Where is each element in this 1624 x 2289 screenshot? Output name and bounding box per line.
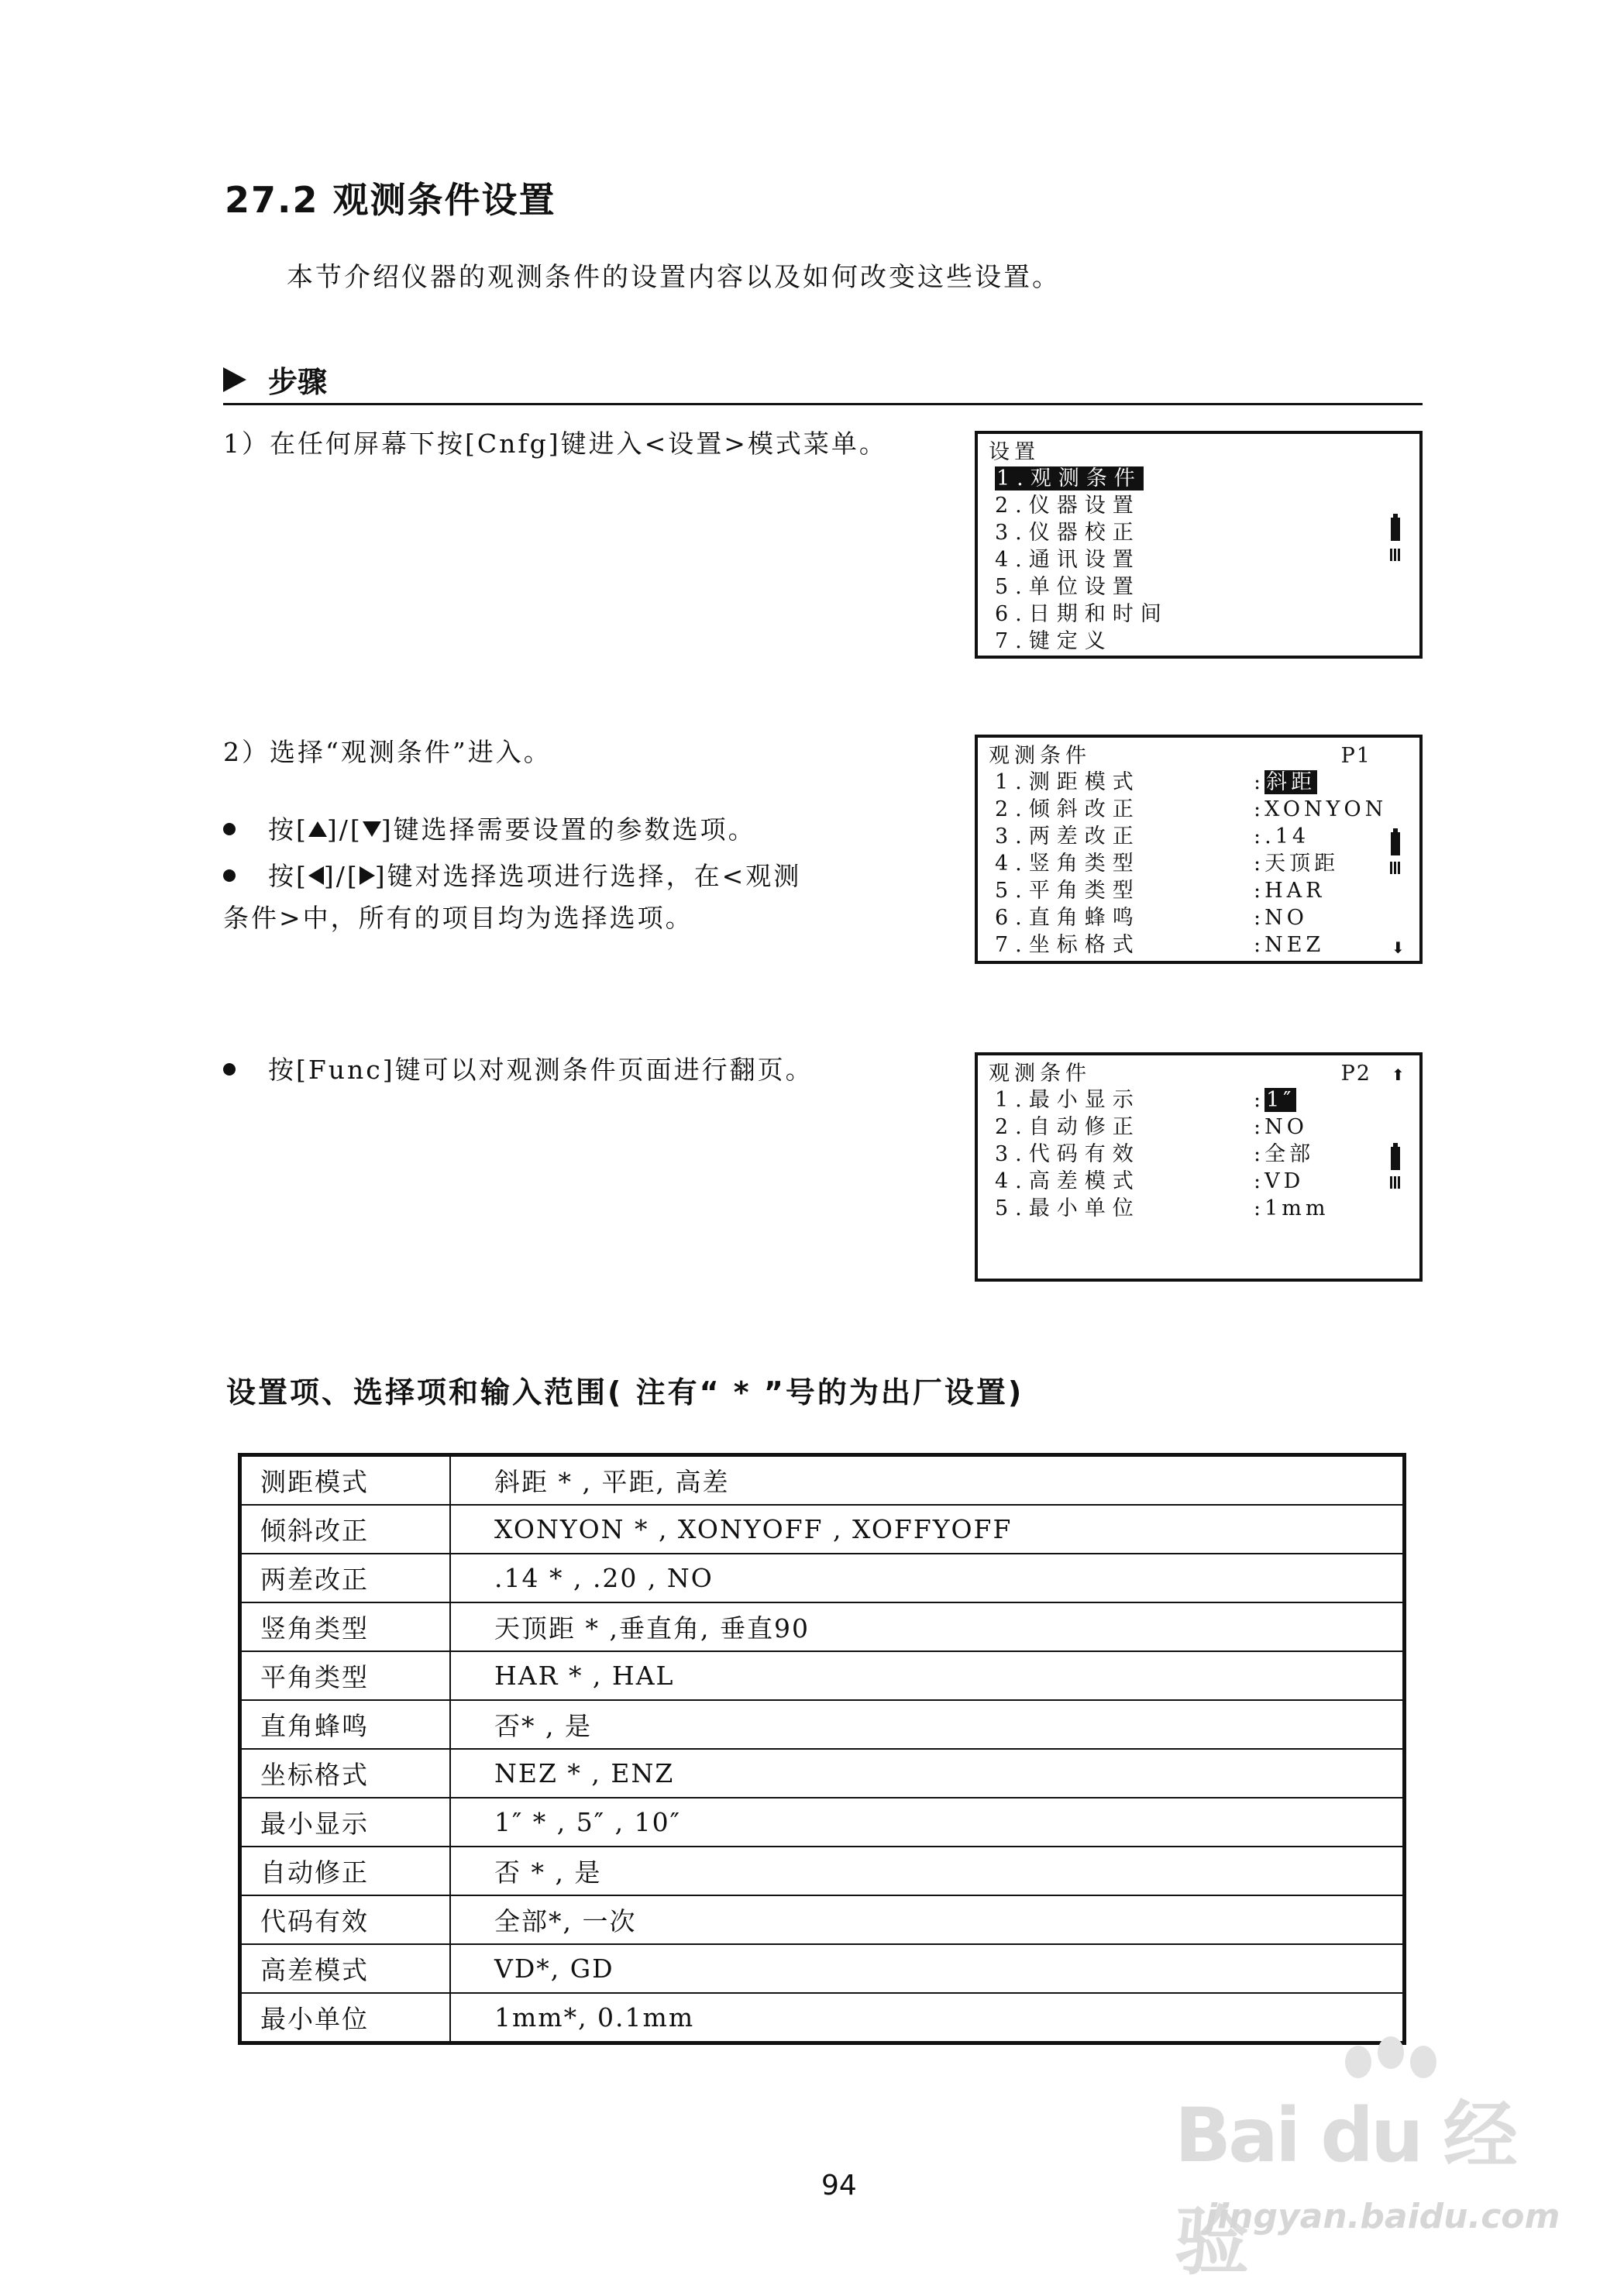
battery-icon — [1391, 832, 1400, 855]
value-code-valid[interactable]: :全部 — [1254, 1142, 1315, 1166]
option-right-angle-beep[interactable]: 6.直角蜂鸣 — [995, 906, 1141, 930]
table-key: 最小显示 — [241, 1798, 450, 1847]
step-2-text: 2）选择“观测条件”进入。 — [223, 737, 552, 767]
table-key: 最小单位 — [241, 1993, 450, 2042]
option-coord-format[interactable]: 7.坐标格式 — [995, 933, 1141, 957]
table-value: 斜距 * , 平距, 高差 — [450, 1456, 1403, 1505]
table-row — [241, 1456, 1403, 1505]
option-min-display[interactable]: 1.最小显示 — [995, 1088, 1141, 1112]
step-1-text: 1）在任何屏幕下按[Cnfg]键进入<设置>模式菜单。 — [223, 429, 887, 459]
screen-title: 观测条件 — [989, 744, 1091, 768]
menu-item-comms[interactable]: 4.通讯设置 — [995, 548, 1141, 572]
table-row — [241, 1944, 1403, 1993]
settings-table — [240, 1455, 1404, 2043]
signal-icon — [1390, 1176, 1401, 1189]
option-tilt-correction[interactable]: 2.倾斜改正 — [995, 797, 1141, 821]
scroll-up-icon[interactable]: ⬆ — [1392, 1065, 1405, 1084]
bullet-left-right: 按[ ]/[ ]键对选择选项进行选择，在<观测 — [223, 857, 801, 896]
table-value: 1mm*, 0.1mm — [450, 1993, 1403, 2042]
table-key: 两差改正 — [241, 1554, 450, 1602]
table-value: 1″ * , 5″ , 10″ — [450, 1798, 1403, 1847]
value-coord-format[interactable]: :NEZ — [1254, 933, 1325, 957]
section-title: 27.2 观测条件设置 — [225, 179, 556, 221]
scroll-down-icon[interactable]: ⬇ — [1392, 938, 1405, 957]
intro-paragraph: 本节介绍仪器的观测条件的设置内容以及如何改变这些设置。 — [287, 262, 1061, 293]
option-auto-correction[interactable]: 2.自动修正 — [995, 1115, 1141, 1139]
watermark-brand: Bai du 经验 — [1175, 2092, 1515, 2285]
bullet-dot — [223, 1063, 236, 1076]
table-row — [241, 1798, 1403, 1847]
option-vertical-angle[interactable]: 4.竖角类型 — [995, 852, 1141, 876]
screen-title: 观测条件 — [989, 1062, 1091, 1086]
table-key: 平角类型 — [241, 1651, 450, 1700]
value-height-diff-mode[interactable]: :VD — [1254, 1169, 1305, 1193]
menu-item-observation[interactable]: 1.观测条件 — [996, 466, 1142, 490]
table-value: XONYON * , XONYOFF , XOFFYOFF — [450, 1505, 1403, 1554]
table-row — [241, 1505, 1403, 1554]
value-min-unit[interactable]: :1mm — [1254, 1196, 1330, 1220]
table-value: 否* , 是 — [450, 1700, 1403, 1749]
table-row — [241, 1602, 1403, 1651]
table-key: 坐标格式 — [241, 1749, 450, 1798]
table-value: VD*, GD — [450, 1944, 1403, 1993]
table-row — [241, 1749, 1403, 1798]
value-min-display[interactable]: :1″ — [1254, 1088, 1295, 1112]
table-key: 竖角类型 — [241, 1602, 450, 1651]
table-row — [241, 1651, 1403, 1700]
table-key: 代码有效 — [241, 1895, 450, 1944]
table-value: 天顶距 * ,垂直角, 垂直90 — [450, 1602, 1403, 1651]
down-arrow-icon — [363, 821, 381, 837]
value-auto-correction[interactable]: :NO — [1254, 1115, 1308, 1139]
table-value: HAR * , HAL — [450, 1651, 1403, 1700]
paw-icon — [1410, 2046, 1436, 2078]
bullet-func: 按[Func]键可以对观测条件页面进行翻页。 — [223, 1051, 814, 1089]
battery-icon — [1391, 518, 1400, 541]
menu-item-instrument[interactable]: 2.仪器设置 — [995, 494, 1141, 518]
table-row — [241, 1700, 1403, 1749]
table-value: 否 * , 是 — [450, 1847, 1403, 1895]
table-row — [241, 1554, 1403, 1602]
option-min-unit[interactable]: 5.最小单位 — [995, 1196, 1141, 1220]
bullet-dot — [223, 869, 236, 882]
screen-title: 设置 — [989, 440, 1040, 464]
table-value: .14 * , .20 , NO — [450, 1554, 1403, 1602]
table-key: 高差模式 — [241, 1944, 450, 1993]
table-row — [241, 1847, 1403, 1895]
table-row — [241, 1895, 1403, 1944]
table-key: 倾斜改正 — [241, 1505, 450, 1554]
observation-screen-p1 — [975, 735, 1423, 964]
menu-item-keydef[interactable]: 7.键定义 — [995, 629, 1113, 653]
settings-menu-screen — [975, 431, 1423, 659]
option-code-valid[interactable]: 3.代码有效 — [995, 1142, 1141, 1166]
bullet-left-right-line2: 条件>中，所有的项目均为选择选项。 — [223, 903, 693, 933]
heading-rule — [223, 403, 1423, 405]
steps-heading-label: 步骤 — [268, 365, 328, 399]
page-indicator: P2 — [1340, 1062, 1371, 1086]
page-indicator: P1 — [1340, 744, 1371, 768]
option-height-diff-mode[interactable]: 4.高差模式 — [995, 1169, 1141, 1193]
value-horizontal-angle[interactable]: :HAR — [1254, 879, 1326, 903]
option-refraction[interactable]: 3.两差改正 — [995, 824, 1141, 848]
paw-icon — [1345, 2046, 1371, 2078]
right-arrow-icon — [360, 866, 375, 885]
left-arrow-icon — [308, 866, 324, 885]
menu-item-datetime[interactable]: 6.日期和时间 — [995, 602, 1168, 626]
value-right-angle-beep[interactable]: :NO — [1254, 906, 1308, 930]
table-key: 自动修正 — [241, 1847, 450, 1895]
table-key: 直角蜂鸣 — [241, 1700, 450, 1749]
observation-screen-p2 — [975, 1052, 1423, 1282]
bullet-dot — [223, 823, 236, 835]
baidu-watermark — [1175, 2030, 1578, 2285]
up-arrow-icon — [308, 821, 327, 837]
battery-icon — [1391, 1147, 1400, 1170]
table-value: 全部*, 一次 — [450, 1895, 1403, 1944]
value-tilt-correction[interactable]: :XONYON — [1254, 797, 1388, 821]
option-horizontal-angle[interactable]: 5.平角类型 — [995, 879, 1141, 903]
value-refraction[interactable]: :.14 — [1254, 824, 1310, 848]
bullet-up-down: 按[ ]/[ ]键选择需要设置的参数选项。 — [223, 811, 756, 849]
value-vertical-angle[interactable]: :天顶距 — [1254, 852, 1340, 876]
paw-icon — [1378, 2036, 1404, 2069]
menu-item-units[interactable]: 5.单位设置 — [995, 575, 1141, 599]
steps-heading — [223, 358, 327, 401]
page-number: 94 — [821, 2170, 857, 2201]
watermark-url: jingyan.baidu.com — [1206, 2197, 1560, 2236]
menu-item-calibration[interactable]: 3.仪器校正 — [995, 521, 1141, 545]
table-key: 测距模式 — [241, 1456, 450, 1505]
table-value: NEZ * , ENZ — [450, 1749, 1403, 1798]
option-distance-mode[interactable]: 1.测距模式 — [995, 770, 1141, 794]
signal-icon — [1390, 549, 1401, 561]
table-title: 设置项、选择项和输入范围( 注有“ * ”号的为出厂设置) — [226, 1375, 1024, 1410]
signal-icon — [1390, 862, 1401, 874]
play-triangle-icon — [223, 367, 246, 392]
value-distance-mode[interactable]: :斜距 — [1254, 770, 1316, 794]
